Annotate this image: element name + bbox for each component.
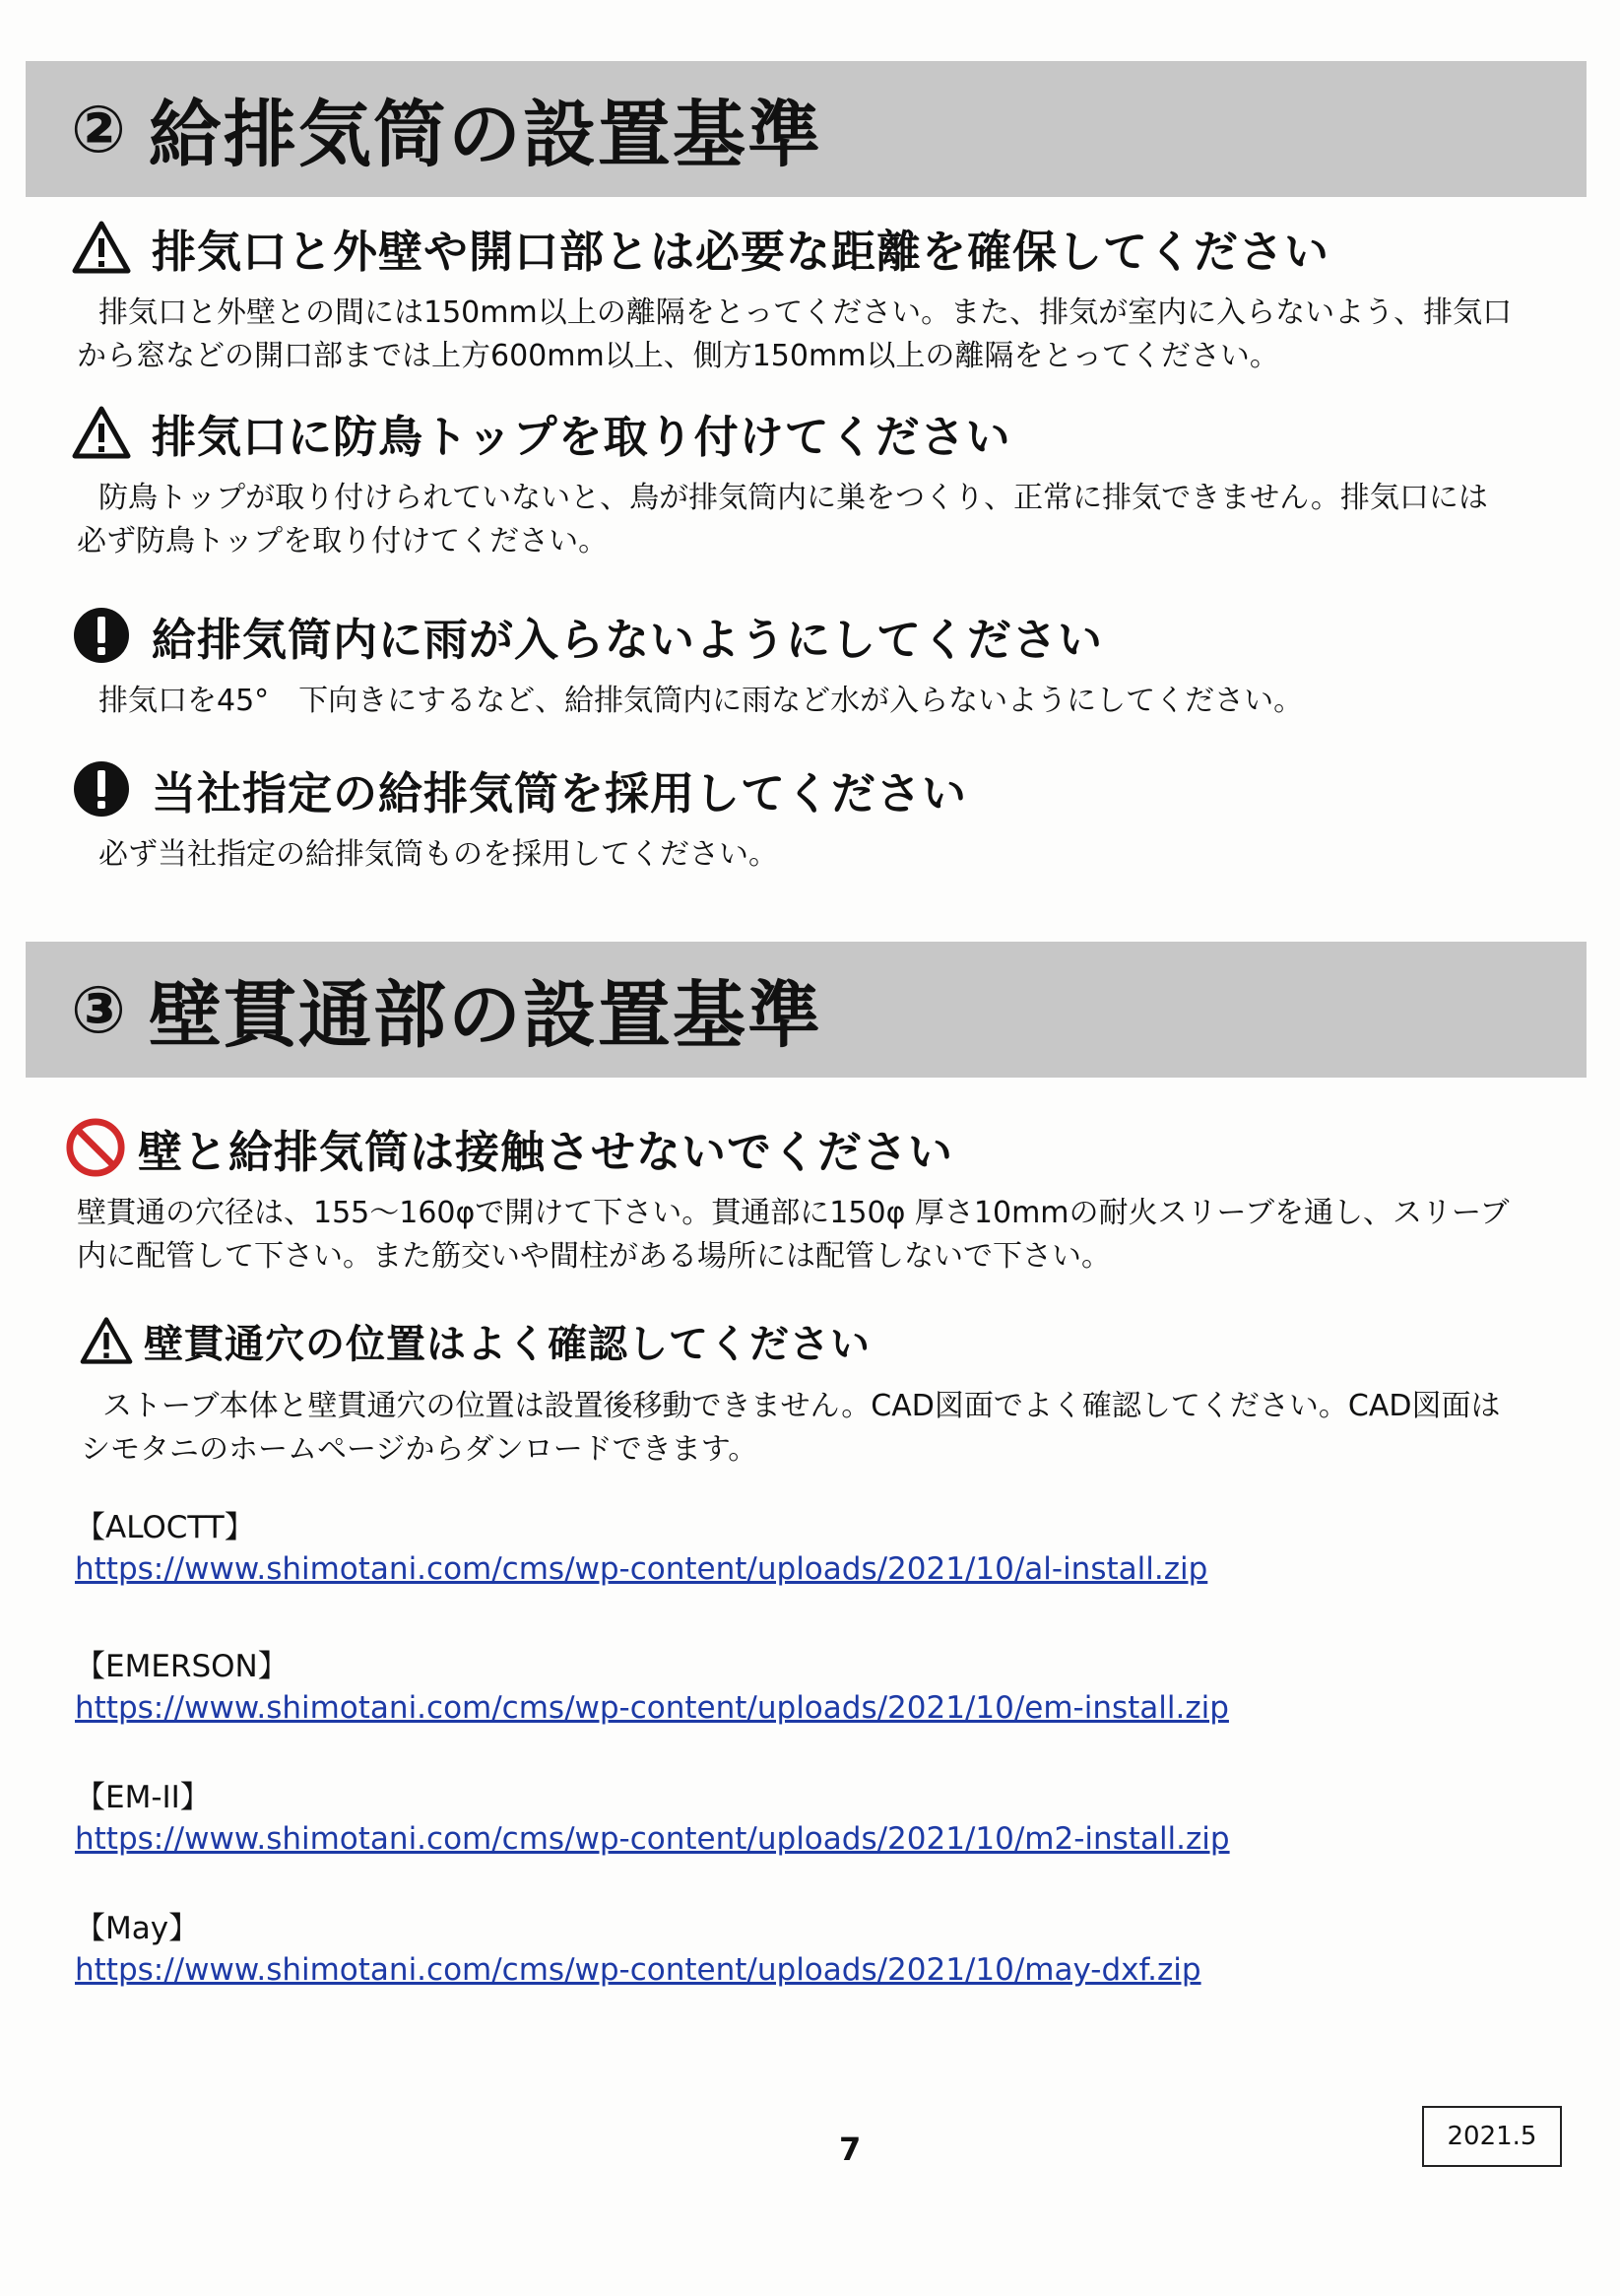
download-label-may: 【May】: [75, 1911, 200, 1946]
s3-item-2-line-1: ストーブ本体と壁貫通穴の位置は設置後移動できません。CAD図面でよく確認してください。CAD図面は: [102, 1389, 1501, 1423]
s2-item-2-body: [71, 477, 1548, 563]
section-2-header: [26, 61, 1587, 197]
section-2-number: ②: [71, 91, 127, 167]
download-emerson: [75, 1647, 1229, 1730]
download-label-em-ii: 【EM-II】: [75, 1780, 211, 1815]
section-3-number: ③: [71, 971, 127, 1048]
warning-icon: [71, 217, 132, 278]
s2-item-2-line-1: 防鳥トップが取り付けられていないと、鳥が排気筒内に巣をつくり、正常に排気できません。排気口には: [98, 481, 1488, 515]
warning-icon: [79, 1310, 134, 1371]
exclamation-icon: [71, 605, 132, 666]
s2-item-2-heading: 排気口に防鳥トップを取り付けてください: [152, 410, 1011, 463]
exclamation-icon: [71, 758, 132, 820]
section-3-title: 壁貫通部の設置基準: [148, 973, 822, 1058]
s3-item-2: [79, 1306, 1556, 1472]
date-text: 2021.5: [1447, 2122, 1537, 2151]
download-link-may[interactable]: https://www.shimotani.com/cms/wp-content/uploads/2021/10/may-dxf.zip: [75, 1952, 1201, 1988]
download-link-aloctt[interactable]: https://www.shimotani.com/cms/wp-content/uploads/2021/10/al-install.zip: [75, 1551, 1208, 1587]
section-2-title: 給排気筒の設置基準: [148, 93, 822, 177]
s2-item-3: [71, 601, 1548, 723]
s2-item-1-line-2: から窓などの開口部までは上方600mm以上、側方150mm以上の離隔をとってください。: [77, 339, 1279, 373]
download-label-emerson: 【EMERSON】: [75, 1649, 289, 1684]
download-label-aloctt: 【ALOCTT】: [75, 1510, 255, 1545]
page-number: 7: [839, 2131, 862, 2168]
s3-item-2-body: [75, 1385, 1556, 1472]
s2-item-3-line-1: 排気口を45° 下向きにするなど、給排気筒内に雨など水が入らないようにしてください。: [98, 684, 1304, 718]
s3-item-1-line-1: 壁貫通の穴径は、155～160φで開けて下さい。貫通部に150φ 厚さ10mmの耐火スリーブを通し、スリーブ: [77, 1196, 1510, 1230]
s2-item-1-body: [71, 292, 1548, 378]
s2-item-1-heading: 排気口と外壁や開口部とは必要な距離を確保してください: [152, 225, 1330, 278]
s3-item-2-heading: 壁貫通穴の位置はよく確認してください: [144, 1321, 871, 1367]
s2-item-3-body: [71, 680, 1548, 723]
download-link-em-ii[interactable]: https://www.shimotani.com/cms/wp-content/uploads/2021/10/m2-install.zip: [75, 1821, 1230, 1857]
download-em-ii: [75, 1778, 1230, 1861]
s2-item-4-body: [71, 833, 1548, 877]
download-link-emerson[interactable]: https://www.shimotani.com/cms/wp-content/uploads/2021/10/em-install.zip: [75, 1690, 1229, 1726]
warning-icon: [71, 402, 132, 463]
download-may: [75, 1909, 1201, 1992]
prohibited-icon: [65, 1117, 126, 1178]
section-3-header: [26, 942, 1587, 1078]
s2-item-1-line-1: 排気口と外壁との間には150mm以上の離隔をとってください。また、排気が室内に入らないよう、排気口: [98, 295, 1513, 330]
s3-item-1-body: [65, 1192, 1542, 1279]
s2-item-4-heading: 当社指定の給排気筒を採用してください: [152, 766, 968, 820]
s3-item-1: [65, 1113, 1542, 1279]
s3-item-2-line-2: シモタニのホームページからダンロードできます。: [81, 1432, 758, 1467]
download-aloctt: [75, 1508, 1207, 1591]
s2-item-1: [71, 213, 1548, 378]
s2-item-2-line-2: 必ず防鳥トップを取り付けてください。: [77, 524, 609, 558]
s2-item-2: [71, 398, 1548, 563]
s3-item-1-line-2: 内に配管して下さい。また筋交いや間柱がある場所には配管しないで下さい。: [77, 1239, 1111, 1274]
date-badge: [1422, 2106, 1562, 2167]
s2-item-4-line-1: 必ず当社指定の給排気筒ものを採用してください。: [98, 837, 778, 872]
s2-item-4: [71, 754, 1548, 877]
s2-item-3-heading: 給排気筒内に雨が入らないようにしてください: [152, 613, 1104, 666]
s3-item-1-heading: 壁と給排気筒は接触させないでください: [138, 1125, 954, 1178]
